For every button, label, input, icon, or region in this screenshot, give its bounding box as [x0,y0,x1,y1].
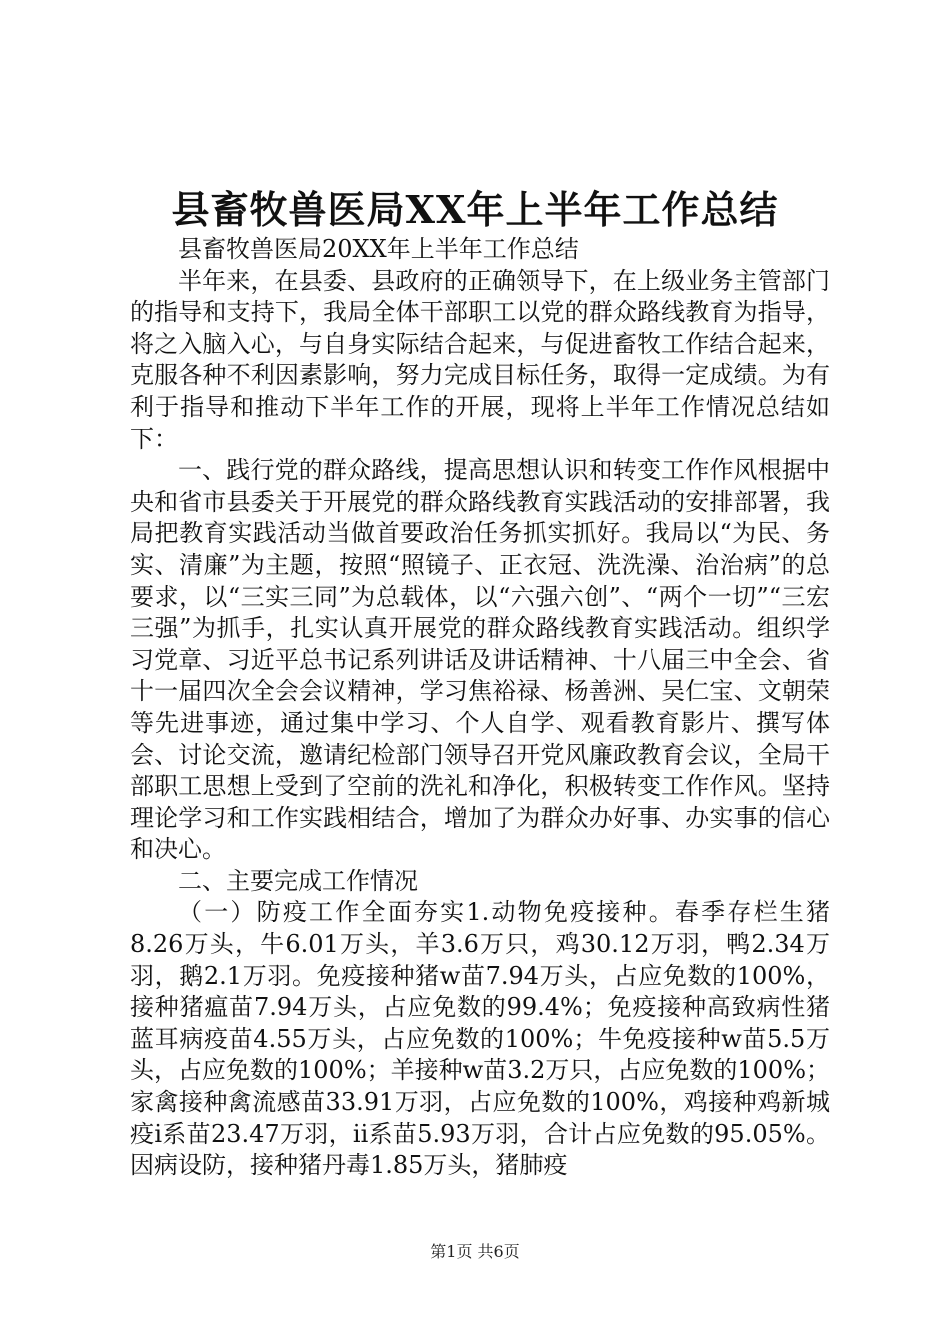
epidemic-prevention-paragraph: （一）防疫工作全面夯实1.动物免疫接种。春季存栏生猪8.26万头，牛6.01万头，羊3.6万只，鸡30.12万羽，鸭2.34万羽，鹅2.1万羽。免疫接种猪w苗7.94万头，占应免数的100%，接种猪瘟苗7.94万头，占应免数的99.4%；免疫接种高致病性猪蓝耳病疫苗4.55万头，占应免数的100%；牛免疫接种w苗5.5万头，占应免数的100%；羊接种w苗3.2万只，占应免数的100%；家禽接种禽流感苗33.91万羽，占应免数的100%，鸡接种鸡新城疫i系苗23.47万羽，ii系苗5.93万羽，合计占应免数的95.05%。因病设防，接种猪丹毒1.85万头，猪肺疫 [130,898,830,1180]
section-one-paragraph: 一、践行党的群众路线，提高思想认识和转变工作作风根据中央和省市县委关于开展党的群众路线教育实践活动的安排部署，我局把教育实践活动当做首要政治任务抓实抓好。我局以“为民、务实、清廉”为主题，按照“照镜子、正衣冠、洗洗澡、治治病”的总要求，以“三实三同”为总载体，以“六强六创”、“两个一切”“三宏三强”为抓手，扎实认真开展党的群众路线教育实践活动。组织学习党章、习近平总书记系列讲话及讲话精神、十八届三中全会、省十一届四次全会会议精神，学习焦裕禄、杨善洲、吴仁宝、文朝荣等先进事迹，通过集中学习、个人自学、观看教育影片、撰写体会、讨论交流，邀请纪检部门领导召开党风廉政教育会议，全局干部职工思想上受到了空前的洗礼和净化，积极转变工作作风。坚持理论学习和工作实践相结合，增加了为群众办好事、办实事的信心和决心。 [130,456,830,864]
section-two-heading: 二、主要完成工作情况 [178,866,418,895]
document-title: 县畜牧兽医局XX年上半年工作总结 [171,187,779,232]
document-body [130,234,830,1182]
page-number-footer: 第1页 共6页 [430,1242,520,1261]
intro-paragraph: 半年来，在县委、县政府的正确领导下，在上级业务主管部门的指导和支持下，我局全体干部职工以党的群众路线教育为指导，将之入脑入心，与自身实际结合起来，与促进畜牧工作结合起来，克服各种不利因素影响，努力完成目标任务，取得一定成绩。为有利于指导和推动下半年工作的开展，现将上半年工作情况总结如下： [130,266,830,453]
subtitle-paragraph: 县畜牧兽医局20XX年上半年工作总结 [178,235,579,263]
